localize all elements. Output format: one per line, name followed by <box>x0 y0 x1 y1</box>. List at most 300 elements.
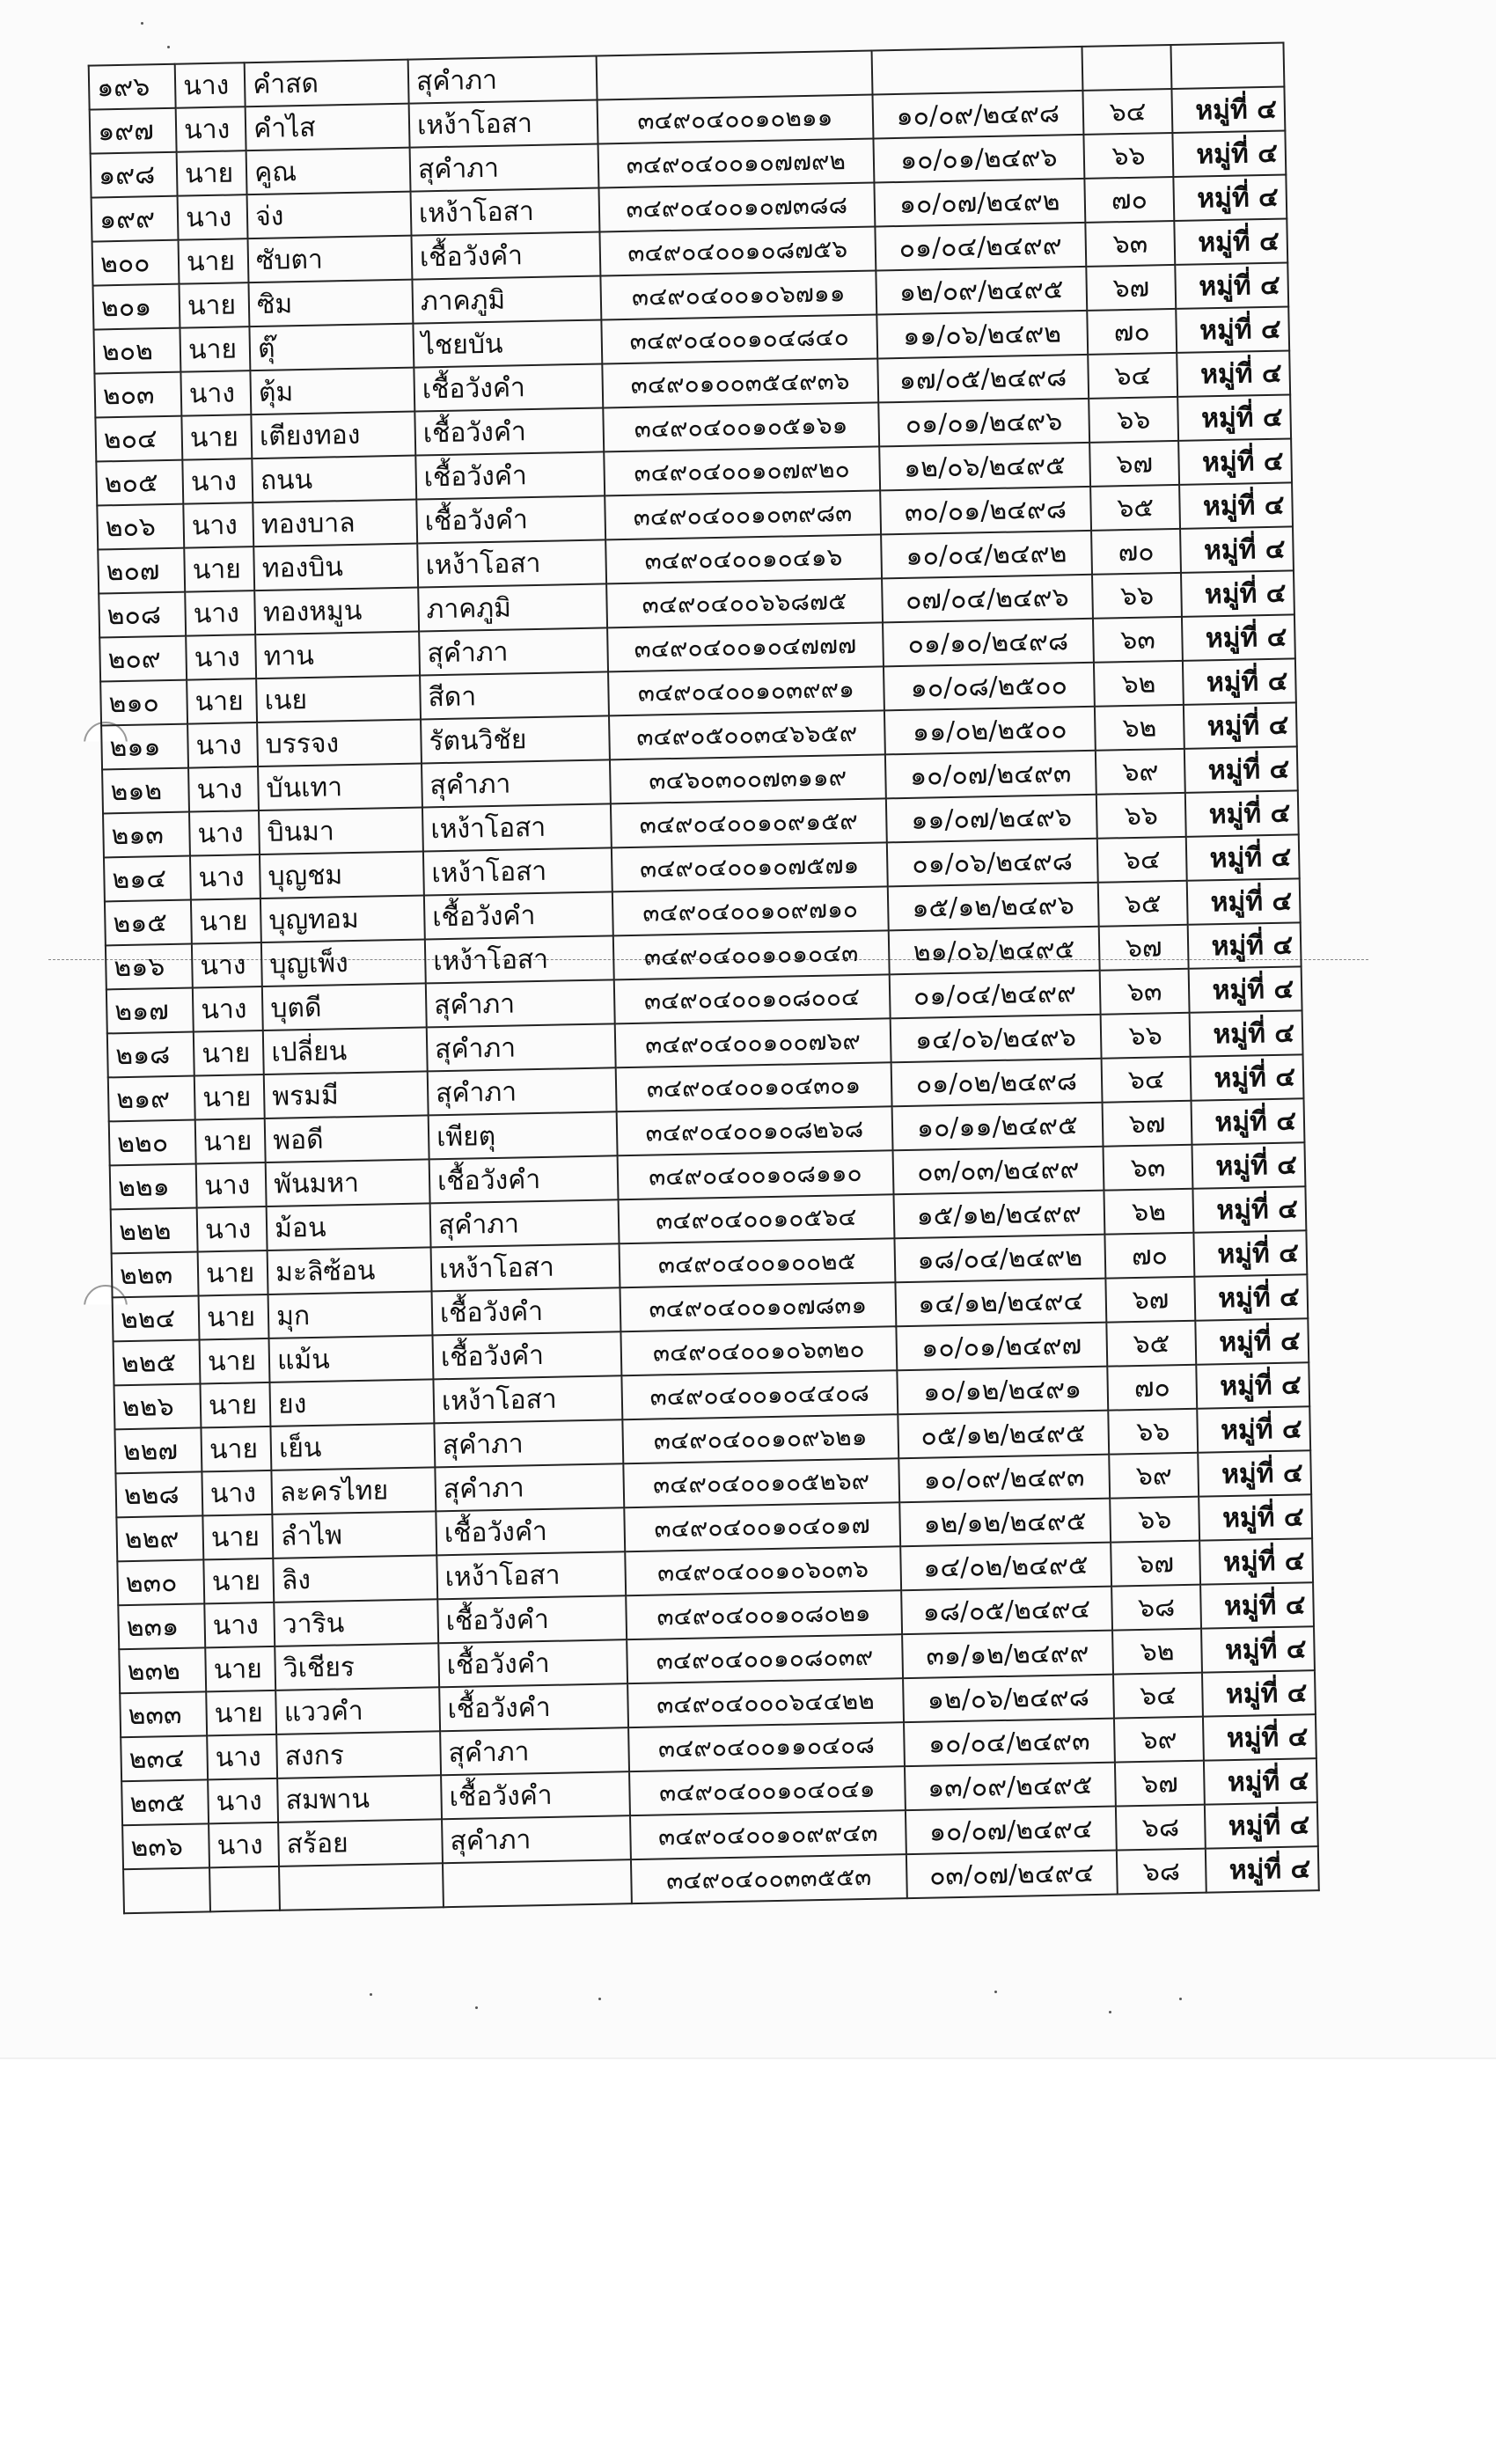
first-name-cell: บุญทอม <box>260 895 425 942</box>
village-cell: หมู่ที่ ๔ <box>1188 922 1302 968</box>
age-cell: ๖๗ <box>1111 1541 1200 1587</box>
last-name-cell: เหง้าโอสา <box>425 935 614 983</box>
birth-date-cell: ๑๑/๐๖/๒๔๙๒ <box>876 311 1088 359</box>
row-number-cell: ๒๓๔ <box>121 1735 208 1781</box>
first-name-cell: บรรจง <box>257 720 422 767</box>
first-name-cell: เปลี่ยน <box>263 1027 428 1074</box>
name-prefix-cell: นาง <box>192 942 262 988</box>
scan-speck <box>1109 2011 1111 2013</box>
birth-date-cell: ๐๑/๐๑/๒๔๙๖ <box>878 399 1089 447</box>
first-name-cell: เตียงทอง <box>251 412 415 459</box>
age-cell: ๖๒ <box>1112 1629 1202 1675</box>
id-number-cell: ๓๔๙๐๔๐๐๑๐๙๖๒๑ <box>622 1414 898 1463</box>
age-cell: ๖๓ <box>1103 1145 1192 1191</box>
birth-date-cell: ๑๐/๐๑/๒๔๙๗ <box>896 1323 1107 1371</box>
age-cell: ๖๔ <box>1082 89 1172 135</box>
age-cell: ๖๙ <box>1109 1453 1199 1499</box>
age-cell <box>1082 45 1171 91</box>
last-name-cell: เหง้าโอสา <box>410 188 599 236</box>
first-name-cell: ทองหมูน <box>254 588 419 635</box>
id-number-cell: ๓๔๙๐๔๐๐๑๐๔๔๐๘ <box>621 1370 898 1419</box>
age-cell: ๖๔ <box>1097 837 1187 883</box>
id-number-cell: ๓๔๙๐๔๐๐๑๐๙๑๕๙ <box>611 798 887 847</box>
name-prefix-cell: นาง <box>185 590 255 636</box>
first-name-cell: พอดี <box>265 1115 429 1162</box>
name-prefix-cell: นาย <box>200 1338 270 1384</box>
row-number-cell: ๒๐๑ <box>93 284 180 330</box>
name-prefix-cell: นาย <box>179 238 249 284</box>
birth-date-cell: ๑๓/๐๙/๒๔๙๕ <box>905 1763 1116 1811</box>
birth-date-cell: ๓๐/๐๑/๒๔๙๘ <box>880 487 1091 535</box>
village-cell: หมู่ที่ ๔ <box>1191 1054 1304 1100</box>
first-name-cell: วาริน <box>274 1599 438 1646</box>
row-number-cell: ๒๓๑ <box>118 1603 205 1649</box>
id-number-cell: ๓๔๙๐๔๐๐๑๐๙๗๑๐ <box>612 886 889 935</box>
age-cell: ๖๗ <box>1099 925 1189 971</box>
first-name-cell <box>279 1863 444 1910</box>
id-number-cell: ๓๔๙๐๔๐๐๑๐๗๗๙๒ <box>598 139 874 188</box>
last-name-cell: รัตนวิชัย <box>421 715 610 763</box>
age-cell: ๖๙ <box>1114 1717 1204 1763</box>
row-number-cell: ๒๑๐ <box>100 680 187 726</box>
name-prefix-cell: นาย <box>206 1690 276 1736</box>
row-number-cell: ๒๐๓ <box>94 372 181 418</box>
first-name-cell: บันเทา <box>258 763 422 810</box>
last-name-cell: เหง้าโอสา <box>436 1551 626 1599</box>
id-number-cell: ๓๔๙๐๔๐๐๑๐๑๐๔๓ <box>613 930 890 979</box>
village-cell: หมู่ที่ ๔ <box>1178 394 1292 440</box>
last-name-cell: เชื้อวังคำ <box>441 1771 630 1819</box>
name-prefix-cell: นาง <box>188 766 259 812</box>
first-name-cell: ทาน <box>255 632 420 679</box>
birth-date-cell: ๑๔/๐๖/๒๔๙๖ <box>890 1015 1101 1063</box>
age-cell: ๗๐ <box>1084 177 1174 223</box>
birth-date-cell: ๒๑/๐๖/๒๔๙๕ <box>889 927 1100 975</box>
age-cell: ๗๐ <box>1091 529 1181 575</box>
first-name-cell: พันมหา <box>266 1159 430 1206</box>
first-name-cell: มุก <box>268 1291 433 1338</box>
birth-date-cell: ๑๒/๐๙/๒๔๙๕ <box>876 267 1087 315</box>
age-cell: ๗๐ <box>1087 309 1177 355</box>
name-prefix-cell: นาง <box>208 1778 278 1824</box>
name-prefix-cell <box>209 1866 280 1912</box>
birth-date-cell: ๑๑/๐๒/๒๕๐๐ <box>884 707 1096 755</box>
name-prefix-cell: นาย <box>202 1426 272 1472</box>
first-name-cell: แววคำ <box>275 1687 440 1734</box>
last-name-cell: สุคำภา <box>440 1727 629 1775</box>
name-prefix-cell: นาย <box>194 1030 264 1076</box>
last-name-cell: สีดา <box>420 671 609 719</box>
birth-date-cell: ๑๕/๑๒/๒๔๙๖ <box>888 883 1099 931</box>
name-prefix-cell: นาย <box>180 326 251 372</box>
row-number-cell: ๒๑๖ <box>106 944 193 990</box>
roster-table-body <box>89 43 1319 1914</box>
first-name-cell: มะลิซ้อน <box>268 1247 432 1294</box>
name-prefix-cell: นาย <box>195 1118 266 1164</box>
birth-date-cell: ๑๘/๐๕/๒๔๙๔ <box>901 1587 1112 1635</box>
village-cell: หมู่ที่ ๔ <box>1197 1362 1310 1408</box>
name-prefix-cell: นาง <box>202 1470 273 1516</box>
id-number-cell: ๓๔๙๐๔๐๐๑๐๔๐๔๑ <box>629 1766 906 1815</box>
village-cell: หมู่ที่ ๔ <box>1198 1406 1311 1452</box>
row-number-cell: ๒๑๗ <box>106 988 194 1034</box>
id-number-cell: ๓๔๙๐๔๐๐๑๐๖๗๑๑ <box>600 270 876 319</box>
name-prefix-cell: นาง <box>207 1734 277 1780</box>
first-name-cell: ซับตา <box>248 236 413 283</box>
first-name-cell: สมพาน <box>277 1775 442 1822</box>
last-name-cell: สุคำภา <box>419 627 608 675</box>
village-cell: หมู่ที่ ๔ <box>1172 87 1286 133</box>
row-number-cell: ๒๑๔ <box>104 856 191 902</box>
id-number-cell: ๓๔๙๐๔๐๐๐๖๔๔๒๒ <box>627 1678 904 1727</box>
row-number-cell: ๒๒๐ <box>109 1120 196 1166</box>
name-prefix-cell: นาง <box>181 370 252 416</box>
name-prefix-cell: นาง <box>175 62 246 108</box>
age-cell: ๖๖ <box>1100 1013 1190 1059</box>
id-number-cell: ๓๔๙๐๔๐๐๑๐๗๕๗๑ <box>612 842 888 891</box>
birth-date-cell: ๑๐/๐๗/๒๔๙๒ <box>874 179 1085 227</box>
age-cell: ๖๗ <box>1086 265 1176 311</box>
first-name-cell: ละครไทย <box>271 1467 436 1514</box>
row-number-cell: ๒๐๕ <box>96 460 183 506</box>
village-cell: หมู่ที่ ๔ <box>1194 1230 1308 1276</box>
village-cell <box>1171 43 1285 89</box>
row-number-cell: ๑๙๗ <box>90 108 177 154</box>
name-prefix-cell: นาย <box>201 1382 271 1428</box>
id-number-cell: ๓๔๙๐๔๐๐๑๐๓๙๘๓ <box>605 490 881 539</box>
birth-date-cell: ๑๔/๑๒/๒๔๙๔ <box>895 1279 1106 1327</box>
birth-date-cell: ๑๐/๐๙/๒๔๙๓ <box>898 1455 1110 1503</box>
first-name-cell: ยง <box>270 1379 435 1426</box>
row-number-cell: ๒๐๘ <box>99 592 186 638</box>
last-name-cell: เหง้าโอสา <box>431 1243 620 1291</box>
village-cell: หมู่ที่ ๔ <box>1185 790 1299 836</box>
birth-date-cell: ๐๑/๐๖/๒๔๙๘ <box>887 839 1098 887</box>
name-prefix-cell: นาย <box>184 546 254 592</box>
name-prefix-cell: นาย <box>194 1074 265 1120</box>
roster-table <box>88 42 1320 1915</box>
village-cell: หมู่ที่ ๔ <box>1177 350 1291 396</box>
village-cell: หมู่ที่ ๔ <box>1195 1274 1309 1320</box>
village-cell: หมู่ที่ ๔ <box>1173 131 1287 177</box>
id-number-cell: ๓๔๙๐๔๐๐๑๐๔๑๖ <box>605 534 882 583</box>
id-number-cell: ๓๔๙๐๔๐๐๑๐๕๑๖๑ <box>603 402 879 451</box>
village-cell: หมู่ที่ ๔ <box>1184 702 1297 748</box>
birth-date-cell: ๑๑/๐๗/๒๔๙๖ <box>886 795 1097 843</box>
first-name-cell: ตุ้ม <box>250 368 414 415</box>
first-name-cell: ทองบาล <box>253 500 417 547</box>
birth-date-cell: ๐๓/๐๓/๒๔๙๙ <box>892 1147 1104 1195</box>
age-cell: ๖๖ <box>1089 397 1178 443</box>
village-cell: หมู่ที่ ๔ <box>1202 1670 1316 1716</box>
id-number-cell: ๓๔๙๐๔๐๐๑๐๐๒๕ <box>619 1238 895 1287</box>
age-cell: ๗๐ <box>1107 1365 1197 1411</box>
id-number-cell <box>596 51 872 100</box>
last-name-cell: สุคำภา <box>427 1023 616 1071</box>
first-name-cell: วิเชียร <box>275 1643 439 1690</box>
name-prefix-cell: นาย <box>180 282 250 328</box>
last-name-cell: สุคำภา <box>442 1815 631 1863</box>
age-cell: ๖๓ <box>1099 969 1189 1015</box>
last-name-cell: เหง้าโอสา <box>417 539 606 587</box>
id-number-cell: ๓๔๙๐๔๐๐๖๖๘๗๕ <box>606 578 883 627</box>
birth-date-cell: ๐๓/๐๗/๒๔๙๔ <box>906 1851 1118 1899</box>
id-number-cell: ๓๔๙๐๔๐๐๑๐๔๐๑๗ <box>624 1502 900 1551</box>
last-name-cell: ไชยบัน <box>413 319 602 367</box>
village-cell: หมู่ที่ ๔ <box>1204 1758 1317 1804</box>
name-prefix-cell: นาง <box>193 986 263 1032</box>
last-name-cell: เชื้อวังคำ <box>438 1639 627 1687</box>
village-cell: หมู่ที่ ๔ <box>1193 1186 1307 1232</box>
birth-date-cell: ๑๐/๐๗/๒๔๙๔ <box>906 1807 1117 1855</box>
last-name-cell: เหง้าโอสา <box>433 1375 622 1423</box>
village-cell: หมู่ที่ ๔ <box>1199 1450 1312 1496</box>
name-prefix-cell: นาง <box>176 106 246 152</box>
id-number-cell: ๓๔๙๐๔๐๐๑๐๗๙๒๐ <box>604 446 880 495</box>
name-prefix-cell: นาง <box>182 458 253 504</box>
last-name-cell: เพียตุ <box>429 1111 618 1159</box>
village-cell: หมู่ที่ ๔ <box>1196 1318 1309 1364</box>
village-cell: หมู่ที่ ๔ <box>1206 1846 1319 1892</box>
last-name-cell: เชื้อวังคำ <box>414 407 604 455</box>
village-cell: หมู่ที่ ๔ <box>1190 1010 1303 1056</box>
birth-date-cell: ๐๑/๐๔/๒๔๙๙ <box>890 971 1101 1019</box>
row-number-cell: ๒๒๓ <box>112 1251 199 1297</box>
id-number-cell: ๓๔๙๐๔๐๐๑๐๔๗๗๗ <box>607 622 884 671</box>
id-number-cell: ๓๔๙๐๔๐๐๑๐๖๓๒๐ <box>620 1326 897 1375</box>
last-name-cell: สุคำภา <box>434 1419 623 1467</box>
age-cell: ๖๔ <box>1101 1057 1191 1103</box>
row-number-cell: ๒๐๔ <box>95 416 182 462</box>
first-name-cell: คำไส <box>246 104 410 151</box>
id-number-cell: ๓๔๙๐๔๐๐๑๐๔๓๐๑ <box>616 1062 892 1111</box>
last-name-cell: ภาคภูมิ <box>418 583 607 631</box>
name-prefix-cell: นาย <box>198 1250 268 1296</box>
row-number-cell: ๒๒๙ <box>116 1515 203 1561</box>
name-prefix-cell: นาง <box>189 810 260 856</box>
village-cell: หมู่ที่ ๔ <box>1175 219 1288 265</box>
last-name-cell: สุคำภา <box>435 1463 624 1511</box>
age-cell: ๖๓ <box>1085 221 1175 267</box>
village-cell: หมู่ที่ ๔ <box>1187 878 1301 924</box>
first-name-cell: บุญชม <box>260 851 424 898</box>
first-name-cell: แม้น <box>269 1335 434 1382</box>
last-name-cell: เชื้อวังคำ <box>416 495 605 543</box>
village-cell: หมู่ที่ ๔ <box>1177 306 1290 352</box>
roster-table-container <box>88 41 1356 1939</box>
id-number-cell: ๓๔๙๐๔๐๐๑๐๓๙๙๑ <box>608 666 884 715</box>
birth-date-cell: ๓๑/๑๒/๒๔๙๙ <box>902 1631 1113 1679</box>
row-number-cell: ๒๐๙ <box>99 636 187 682</box>
name-prefix-cell: นาย <box>202 1514 273 1560</box>
id-number-cell: ๓๔๙๐๑๐๐๓๕๔๙๓๖ <box>602 358 878 407</box>
village-cell: หมู่ที่ ๔ <box>1200 1582 1314 1628</box>
id-number-cell: ๓๔๖๐๓๐๐๗๓๑๑๙ <box>610 754 886 803</box>
birth-date-cell: ๐๑/๐๔/๒๔๙๙ <box>875 223 1086 271</box>
birth-date-cell: ๑๔/๐๒/๒๔๙๕ <box>900 1543 1111 1591</box>
village-cell: หมู่ที่ ๔ <box>1189 966 1302 1012</box>
scan-speck <box>598 1998 601 2000</box>
village-cell: หมู่ที่ ๔ <box>1182 614 1295 660</box>
birth-date-cell: ๑๒/๑๒/๒๔๙๕ <box>899 1499 1111 1547</box>
age-cell: ๖๒ <box>1095 705 1184 751</box>
age-cell: ๖๔ <box>1113 1673 1203 1719</box>
village-cell: หมู่ที่ ๔ <box>1199 1494 1313 1540</box>
age-cell: ๖๘ <box>1117 1849 1206 1895</box>
name-prefix-cell: นาง <box>209 1822 279 1868</box>
row-number-cell: ๒๒๒ <box>111 1207 198 1253</box>
row-number-cell: ๑๙๙ <box>92 196 179 242</box>
birth-date-cell: ๑๐/๐๑/๒๔๙๖ <box>873 135 1084 183</box>
name-prefix-cell: นาย <box>177 150 247 196</box>
last-name-cell: สุคำภา <box>430 1199 620 1247</box>
scan-speck <box>994 1991 997 1993</box>
last-name-cell: สุคำภา <box>408 56 598 104</box>
age-cell: ๖๔ <box>1088 353 1177 399</box>
birth-date-cell: ๐๑/๑๐/๒๔๙๘ <box>883 619 1094 667</box>
scan-speck <box>370 1993 372 1996</box>
scan-edge <box>0 2057 1496 2059</box>
birth-date-cell: ๑๐/๐๙/๒๔๙๘ <box>872 91 1083 139</box>
age-cell: ๗๐ <box>1104 1233 1194 1279</box>
birth-date-cell: ๐๕/๑๒/๒๔๙๕ <box>898 1411 1109 1459</box>
first-name-cell: สงกร <box>276 1731 441 1778</box>
row-number-cell: ๒๓๐ <box>117 1559 204 1605</box>
first-name-cell: เนย <box>256 676 421 723</box>
name-prefix-cell: นาง <box>183 502 253 548</box>
id-number-cell: ๓๔๙๐๔๐๐๓๓๕๕๓ <box>631 1854 907 1903</box>
last-name-cell: เชื้อวังคำ <box>424 891 613 939</box>
age-cell: ๖๘ <box>1116 1805 1206 1851</box>
row-number-cell: ๑๙๘ <box>91 152 178 198</box>
last-name-cell: เชื้อวังคำ <box>414 363 603 411</box>
name-prefix-cell: นาย <box>191 898 261 944</box>
age-cell: ๖๓ <box>1093 617 1183 663</box>
name-prefix-cell: นาง <box>178 194 248 240</box>
row-number-cell: ๒๒๖ <box>114 1383 201 1429</box>
birth-date-cell: ๑๐/๐๘/๒๕๐๐ <box>884 663 1095 711</box>
birth-date-cell: ๑๐/๑๒/๒๔๙๑ <box>897 1367 1108 1415</box>
age-cell: ๖๗ <box>1105 1277 1195 1323</box>
birth-date-cell <box>871 47 1082 95</box>
last-name-cell: เหง้าโอสา <box>422 803 612 851</box>
row-number-cell: ๒๑๘ <box>107 1032 194 1078</box>
birth-date-cell: ๑๐/๐๗/๒๔๙๓ <box>885 751 1096 799</box>
row-number-cell <box>123 1867 210 1913</box>
name-prefix-cell: นาง <box>196 1162 267 1208</box>
birth-date-cell: ๑๐/๐๔/๒๔๙๒ <box>881 531 1092 579</box>
scan-speck <box>475 2006 478 2009</box>
first-name-cell: ลิง <box>273 1555 437 1602</box>
last-name-cell: สุคำภา <box>422 759 611 807</box>
last-name-cell: สุคำภา <box>426 979 615 1027</box>
id-number-cell: ๓๔๙๐๔๐๐๑๐๔๘๔๐ <box>601 314 877 363</box>
village-cell: หมู่ที่ ๔ <box>1199 1538 1313 1584</box>
id-number-cell: ๓๔๙๐๔๐๐๑๐๘๒๖๘ <box>616 1106 892 1155</box>
last-name-cell: เชื้อวังคำ <box>437 1595 627 1643</box>
row-number-cell: ๒๓๒ <box>119 1647 206 1693</box>
first-name-cell: คำสด <box>245 60 409 107</box>
id-number-cell: ๓๔๙๐๔๐๐๑๐๘๐๐๔ <box>614 974 891 1023</box>
last-name-cell: เชื้อวังคำ <box>432 1331 621 1379</box>
age-cell: ๖๖ <box>1083 133 1173 179</box>
row-number-cell: ๒๒๕ <box>114 1339 201 1385</box>
age-cell: ๖๗ <box>1115 1761 1205 1807</box>
village-cell: หมู่ที่ ๔ <box>1184 746 1298 792</box>
age-cell: ๖๖ <box>1110 1497 1199 1543</box>
age-cell: ๖๒ <box>1104 1189 1193 1235</box>
age-cell: ๖๕ <box>1090 485 1180 531</box>
village-cell: หมู่ที่ ๔ <box>1183 658 1296 704</box>
id-number-cell: ๓๔๙๐๔๐๐๑๐๘๗๕๖ <box>599 226 876 275</box>
last-name-cell: เชื้อวังคำ <box>429 1155 619 1203</box>
row-number-cell: ๒๑๑ <box>101 724 188 770</box>
row-number-cell: ๒๑๕ <box>105 900 192 946</box>
age-cell: ๖๒ <box>1094 661 1184 707</box>
id-number-cell: ๓๔๙๐๕๐๐๓๔๖๖๕๙ <box>609 710 885 759</box>
id-number-cell: ๓๔๙๐๔๐๐๑๐๒๑๑ <box>597 95 873 144</box>
first-name-cell: บุญเพ็ง <box>261 939 426 986</box>
age-cell: ๖๗ <box>1102 1101 1192 1147</box>
first-name-cell: จ่ง <box>247 192 412 239</box>
id-number-cell: ๓๔๙๐๔๐๐๑๐๘๐๓๙ <box>627 1634 903 1683</box>
birth-date-cell: ๑๕/๑๒/๒๔๙๙ <box>893 1191 1104 1239</box>
village-cell: หมู่ที่ ๔ <box>1178 438 1292 484</box>
last-name-cell: เหง้าโอสา <box>423 847 612 895</box>
id-number-cell: ๓๔๙๐๔๐๐๑๐๗๘๓๑ <box>620 1282 896 1331</box>
first-name-cell: สร้อย <box>278 1819 443 1866</box>
first-name-cell: ตุ๊ <box>250 324 414 371</box>
first-name-cell: ถนน <box>252 456 416 503</box>
row-number-cell: ๒๑๙ <box>108 1076 195 1122</box>
row-number-cell: ๑๙๖ <box>89 64 176 110</box>
id-number-cell: ๓๔๙๐๔๐๐๑๐๗๓๘๘ <box>598 183 875 232</box>
row-number-cell: ๒๑๒ <box>102 768 189 814</box>
row-number-cell: ๒๒๑ <box>110 1164 197 1210</box>
age-cell: ๖๕ <box>1106 1321 1196 1367</box>
first-name-cell: เย็น <box>271 1423 436 1470</box>
row-number-cell: ๒๐๒ <box>93 328 180 374</box>
row-number-cell: ๒๐๗ <box>98 548 185 594</box>
birth-date-cell: ๐๑/๐๒/๒๔๙๘ <box>891 1059 1102 1107</box>
first-name-cell: ลำไพ <box>272 1511 436 1558</box>
row-number-cell: ๒๒๘ <box>115 1471 202 1517</box>
age-cell: ๖๖ <box>1108 1409 1198 1455</box>
first-name-cell: ซิม <box>249 280 414 327</box>
scan-speck <box>1179 1998 1182 2000</box>
last-name-cell: สุคำภา <box>428 1067 617 1115</box>
age-cell: ๖๖ <box>1092 573 1182 619</box>
birth-date-cell: ๑๐/๑๑/๒๔๙๕ <box>891 1103 1103 1151</box>
birth-date-cell: ๑๒/๐๖/๒๔๙๘ <box>903 1675 1114 1723</box>
last-name-cell: ภาคภูมิ <box>412 275 601 323</box>
last-name-cell: เชื้อวังคำ <box>439 1683 628 1731</box>
age-cell: ๖๖ <box>1096 793 1186 839</box>
age-cell: ๖๘ <box>1111 1585 1201 1631</box>
id-number-cell: ๓๔๙๐๔๐๐๑๑๐๔๐๘ <box>628 1722 905 1771</box>
name-prefix-cell: นาง <box>186 634 256 680</box>
birth-date-cell: ๑๒/๐๖/๒๔๙๕ <box>879 443 1090 491</box>
village-cell: หมู่ที่ ๔ <box>1174 175 1287 221</box>
name-prefix-cell: นาง <box>187 722 258 768</box>
name-prefix-cell: นาย <box>181 414 252 460</box>
row-number-cell: ๒๐๐ <box>92 240 180 286</box>
name-prefix-cell: นาย <box>203 1558 274 1604</box>
name-prefix-cell: นาง <box>197 1206 268 1252</box>
last-name-cell: เชื้อวังคำ <box>431 1287 620 1335</box>
age-cell: ๖๙ <box>1096 749 1185 795</box>
row-number-cell: ๒๓๖ <box>122 1823 209 1869</box>
